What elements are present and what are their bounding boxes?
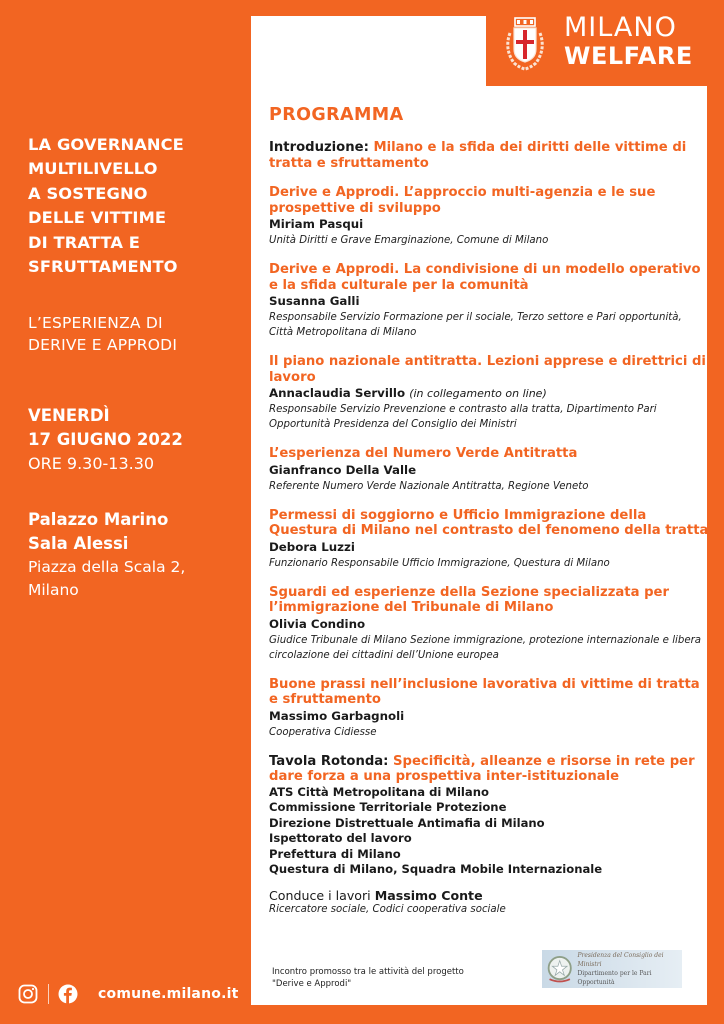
item-title: Permessi di soggiorno e Ufficio Immigrazione della Questura di Milano nel contrasto del fenomeno della tratta bbox=[269, 507, 709, 538]
item-title: L’esperienza del Numero Verde Antitratta bbox=[269, 446, 578, 461]
partner-line-1: Presidenza del Consiglio dei Ministri bbox=[577, 952, 664, 968]
program-item bbox=[269, 677, 709, 740]
moderator-label: Conduce i lavori bbox=[269, 888, 371, 904]
speaker-role: Cooperativa Cidiesse bbox=[269, 726, 377, 738]
brand-title: MILANO bbox=[564, 12, 677, 43]
roundtable-participant: Commissione Territoriale Protezione bbox=[269, 800, 507, 815]
speaker-role: Unità Diritti e Grave Emarginazione, Comune di Milano bbox=[269, 235, 549, 246]
roundtable-participant: Questura di Milano, Squadra Mobile Internazionale bbox=[269, 862, 603, 877]
item-title: Buone prassi nell’inclusione lavorativa di vittime di tratta e sfruttamento bbox=[269, 676, 700, 707]
speaker-name: Olivia Condino bbox=[269, 616, 366, 631]
roundtable-participant: Direzione Distrettuale Antimafia di Milano bbox=[269, 815, 545, 830]
speaker-note: (in collegamento on line) bbox=[409, 387, 547, 400]
promo-line-1: Incontro promosso tra le attività del progetto bbox=[272, 967, 464, 977]
event-title: LA GOVERNANCE MULTILIVELLO A SOSTEGNO DELLE VITTIME DI TRATTA E SFRUTTAMENTO bbox=[28, 135, 184, 277]
event-time: ORE 9.30-13.30 bbox=[28, 454, 155, 473]
item-speaker bbox=[269, 462, 709, 479]
venue-name: Palazzo Marino bbox=[28, 510, 169, 529]
program-item bbox=[269, 508, 709, 571]
event-date-value: 17 GIUGNO 2022 bbox=[28, 430, 183, 449]
speaker-name: Annaclaudia Servillo bbox=[269, 386, 406, 400]
footer-social bbox=[18, 984, 238, 1004]
moderator bbox=[269, 888, 709, 903]
item-title: Derive e Approdi. La condivisione di un modello operativo e la sfida culturale per la comunità bbox=[269, 262, 701, 293]
promo-line-2: "Derive e Approdi" bbox=[272, 979, 352, 989]
footer-divider bbox=[48, 984, 49, 1004]
intro-label: Introduzione: bbox=[269, 140, 369, 155]
venue-address: Piazza della Scala 2, bbox=[28, 558, 186, 576]
item-speaker bbox=[269, 616, 709, 633]
program-item bbox=[269, 354, 709, 432]
italian-republic-emblem-icon bbox=[544, 952, 575, 986]
item-title: Sguardi ed esperienze della Sezione specializzata per l’immigrazione del Tribunale di Milano bbox=[269, 584, 669, 615]
speaker-role: Responsabile Servizio Prevenzione e contrasto alla tratta, Dipartimento Pari Opportunità Presidenza del Consiglio dei Ministri bbox=[269, 404, 657, 430]
speaker-role: Responsabile Servizio Formazione per il sociale, Terzo settore e Pari opportunità, Città Metropolitana di Milano bbox=[269, 312, 682, 338]
speaker-role: Referente Numero Verde Nazionale Antitratta, Regione Veneto bbox=[269, 480, 589, 492]
speaker-role: Giudice Tribunale di Milano Sezione immigrazione, protezione internazionale e libera circolazione dei cittadini dell’Unione europea bbox=[269, 634, 702, 661]
event-subtitle: L’ESPERIENZA DI DERIVE E APPRODI bbox=[28, 314, 178, 354]
program-intro bbox=[269, 140, 709, 171]
program-item bbox=[269, 446, 709, 494]
facebook-icon[interactable] bbox=[58, 984, 78, 1004]
speaker-name: Massimo Garbagnoli bbox=[269, 708, 405, 723]
partner-line-2: Dipartimento per le Pari Opportunità bbox=[577, 970, 652, 986]
partner-logo-pari-opportunita bbox=[542, 950, 682, 988]
roundtable-title: Specificità, alleanze e risorse in rete per dare forza a una prospettiva inter-istituzionale bbox=[269, 753, 695, 784]
item-speaker bbox=[269, 539, 709, 556]
program-item bbox=[269, 262, 709, 340]
item-speaker bbox=[269, 216, 709, 233]
coat-of-arms-icon bbox=[502, 15, 548, 71]
roundtable-participant: Ispettorato del lavoro bbox=[269, 831, 412, 846]
moderator-role: Ricercatore sociale, Codici cooperativa sociale bbox=[269, 904, 506, 916]
event-day: VENERDÌ bbox=[28, 406, 110, 425]
roundtable bbox=[269, 754, 709, 879]
promo-note bbox=[272, 966, 464, 990]
brand-subtitle: WELFARE bbox=[564, 42, 693, 70]
venue-room: Sala Alessi bbox=[28, 534, 129, 553]
item-speaker bbox=[269, 708, 709, 725]
speaker-role: Funzionario Responsabile Ufficio Immigrazione, Questura di Milano bbox=[269, 557, 610, 569]
moderator-name: Massimo Conte bbox=[374, 888, 483, 904]
venue-city: Milano bbox=[28, 581, 79, 599]
event-date bbox=[28, 404, 248, 476]
website-link[interactable]: comune.milano.it bbox=[98, 986, 239, 1002]
program-item bbox=[269, 185, 709, 248]
program bbox=[269, 104, 709, 916]
item-speaker bbox=[269, 385, 709, 402]
item-title: Derive e Approdi. L’approccio multi-agenzia e le sue prospettive di sviluppo bbox=[269, 185, 656, 216]
instagram-icon[interactable] bbox=[18, 984, 38, 1004]
speaker-name: Debora Luzzi bbox=[269, 539, 355, 554]
milano-welfare-logo bbox=[486, 0, 724, 86]
item-speaker bbox=[269, 293, 709, 310]
intro-title: Milano e la sfida dei diritti delle vittime di tratta e sfruttamento bbox=[269, 140, 687, 171]
speaker-name: Miriam Pasqui bbox=[269, 217, 364, 231]
roundtable-participant: Prefettura di Milano bbox=[269, 846, 401, 861]
speaker-name: Gianfranco Della Valle bbox=[269, 462, 417, 477]
roundtable-participant: ATS Città Metropolitana di Milano bbox=[269, 784, 489, 799]
speaker-name: Susanna Galli bbox=[269, 294, 360, 308]
roundtable-label: Tavola Rotonda: bbox=[269, 753, 389, 769]
event-venue bbox=[28, 508, 248, 602]
roundtable-participants bbox=[269, 785, 709, 879]
program-item bbox=[269, 585, 709, 663]
program-heading: PROGRAMMA bbox=[269, 105, 404, 125]
item-title: Il piano nazionale antitratta. Lezioni apprese e direttrici di lavoro bbox=[269, 354, 706, 385]
